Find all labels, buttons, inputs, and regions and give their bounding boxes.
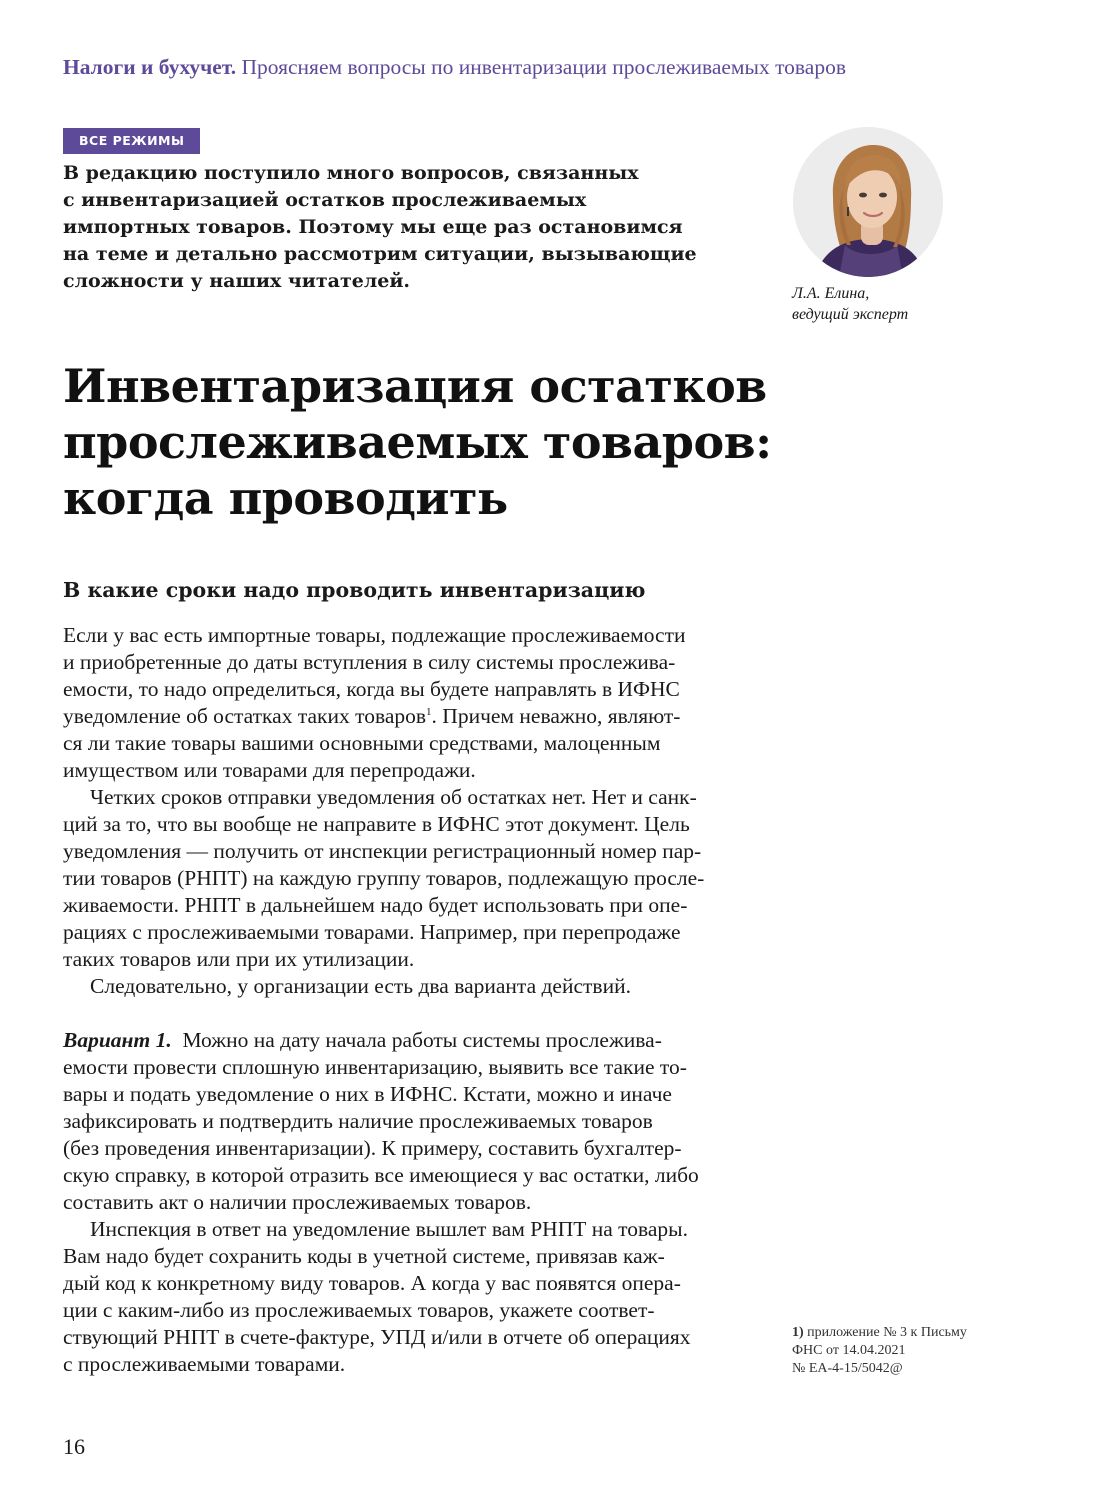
- body-block-intro: [63, 622, 743, 1000]
- title-line: когда проводить: [63, 471, 508, 525]
- footnote-line: № ЕА-4-15/5042@: [792, 1361, 903, 1376]
- footnote-number: 1): [792, 1325, 804, 1340]
- text-line: зафиксировать и подтвердить наличие прослеживаемых товаров: [63, 1109, 653, 1133]
- text-fragment: . Причем неважно, являют-: [431, 704, 681, 728]
- section-heading: В какие сроки надо проводить инвентаризацию: [63, 578, 646, 602]
- author-name: Л.А. Елина,: [792, 285, 870, 302]
- body-block-variant-1: [63, 1027, 743, 1378]
- text-line: таких товаров или при их утилизации.: [63, 947, 415, 971]
- text-fragment: Можно на дату начала работы системы прослежива-: [182, 1028, 662, 1052]
- text-line-with-footnote: [63, 703, 743, 730]
- article-title: [63, 358, 823, 526]
- text-line: скую справку, в которой отразить все имеющиеся у вас остатки, либо: [63, 1163, 699, 1187]
- text-line: емости провести сплошную инвентаризацию, выявить все такие то-: [63, 1055, 687, 1079]
- text-line: ций за то, что вы вообще не направите в ИФНС этот документ. Цель: [63, 812, 690, 836]
- text-line: и приобретенные до даты вступления в силу системы прослежива-: [63, 650, 676, 674]
- text-line: составить акт о наличии прослеживаемых товаров.: [63, 1190, 532, 1214]
- text-line: вары и подать уведомление о них в ИФНС. Кстати, можно и иначе: [63, 1082, 672, 1106]
- text-line: дый код к конкретному виду товаров. А когда у вас появятся опера-: [63, 1271, 681, 1295]
- page-number: 16: [63, 1434, 85, 1459]
- lead-line: импортных товаров. Поэтому мы еще раз остановимся: [63, 216, 683, 238]
- footnote-text: приложение № 3 к Письму: [807, 1325, 967, 1340]
- text-line: Следовательно, у организации есть два варианта действий.: [90, 974, 631, 998]
- footnote-ref[interactable]: 1: [426, 706, 432, 718]
- lead-line: с инвентаризацией остатков прослеживаемых: [63, 189, 587, 211]
- text-line: уведомления — получить от инспекции регистрационный номер пар-: [63, 839, 702, 863]
- text-line: Если у вас есть импортные товары, подлежащие прослеживаемости: [63, 623, 686, 647]
- header-section: Налоги и бухучет.: [63, 55, 237, 79]
- text-line: с прослеживаемыми товарами.: [63, 1352, 346, 1376]
- title-line: прослеживаемых товаров:: [63, 415, 772, 469]
- variant-label: Вариант 1.: [63, 1028, 172, 1052]
- text-line: Четких сроков отправки уведомления об остатках нет. Нет и санк-: [90, 785, 697, 809]
- running-header: [63, 53, 1063, 81]
- text-line: Вам надо будет сохранить коды в учетной системе, привязав каж-: [63, 1244, 665, 1268]
- text-line: тии товаров (РНПТ) на каждую группу товаров, подлежащую просле-: [63, 866, 705, 890]
- text-line: имуществом или товарами для перепродажи.: [63, 758, 476, 782]
- footnote: [792, 1324, 1052, 1378]
- text-line: ствующий РНПТ в счете-фактуре, УПД и/или в отчете об операциях: [63, 1325, 691, 1349]
- lead-paragraph: [63, 160, 763, 295]
- text-line: (без проведения инвентаризации). К примеру, составить бухгалтер-: [63, 1136, 682, 1160]
- footnote-line: ФНС от 14.04.2021: [792, 1343, 906, 1358]
- text-fragment: уведомление об остатках таких товаров: [63, 704, 427, 728]
- text-line-with-label: [63, 1027, 743, 1054]
- text-line: рациях с прослеживаемыми товарами. Например, при перепродаже: [63, 920, 681, 944]
- text-line: живаемости. РНПТ в дальнейшем надо будет использовать при опе-: [63, 893, 688, 917]
- header-article-title: Проясняем вопросы по инвентаризации прослеживаемых товаров: [241, 55, 846, 79]
- regime-badge: ВСЕ РЕЖИМЫ: [63, 128, 200, 154]
- text-line: ся ли такие товары вашими основными средствами, малоценным: [63, 731, 661, 755]
- text-line: ции с каким-либо из прослеживаемых товаров, укажете соответ-: [63, 1298, 655, 1322]
- author-photo: [793, 127, 943, 277]
- author-caption: [792, 283, 1042, 325]
- lead-line: на теме и детально рассмотрим ситуации, вызывающие: [63, 243, 697, 265]
- author-portrait-illustration: [793, 127, 943, 277]
- text-line: емости, то надо определиться, когда вы будете направлять в ИФНС: [63, 677, 680, 701]
- author-role: ведущий эксперт: [792, 306, 909, 323]
- lead-line: В редакцию поступило много вопросов, связанных: [63, 162, 639, 184]
- title-line: Инвентаризация остатков: [63, 359, 767, 413]
- lead-line: сложности у наших читателей.: [63, 270, 411, 292]
- footnote-line: [792, 1324, 1052, 1342]
- text-line: Инспекция в ответ на уведомление вышлет вам РНПТ на товары.: [90, 1217, 688, 1241]
